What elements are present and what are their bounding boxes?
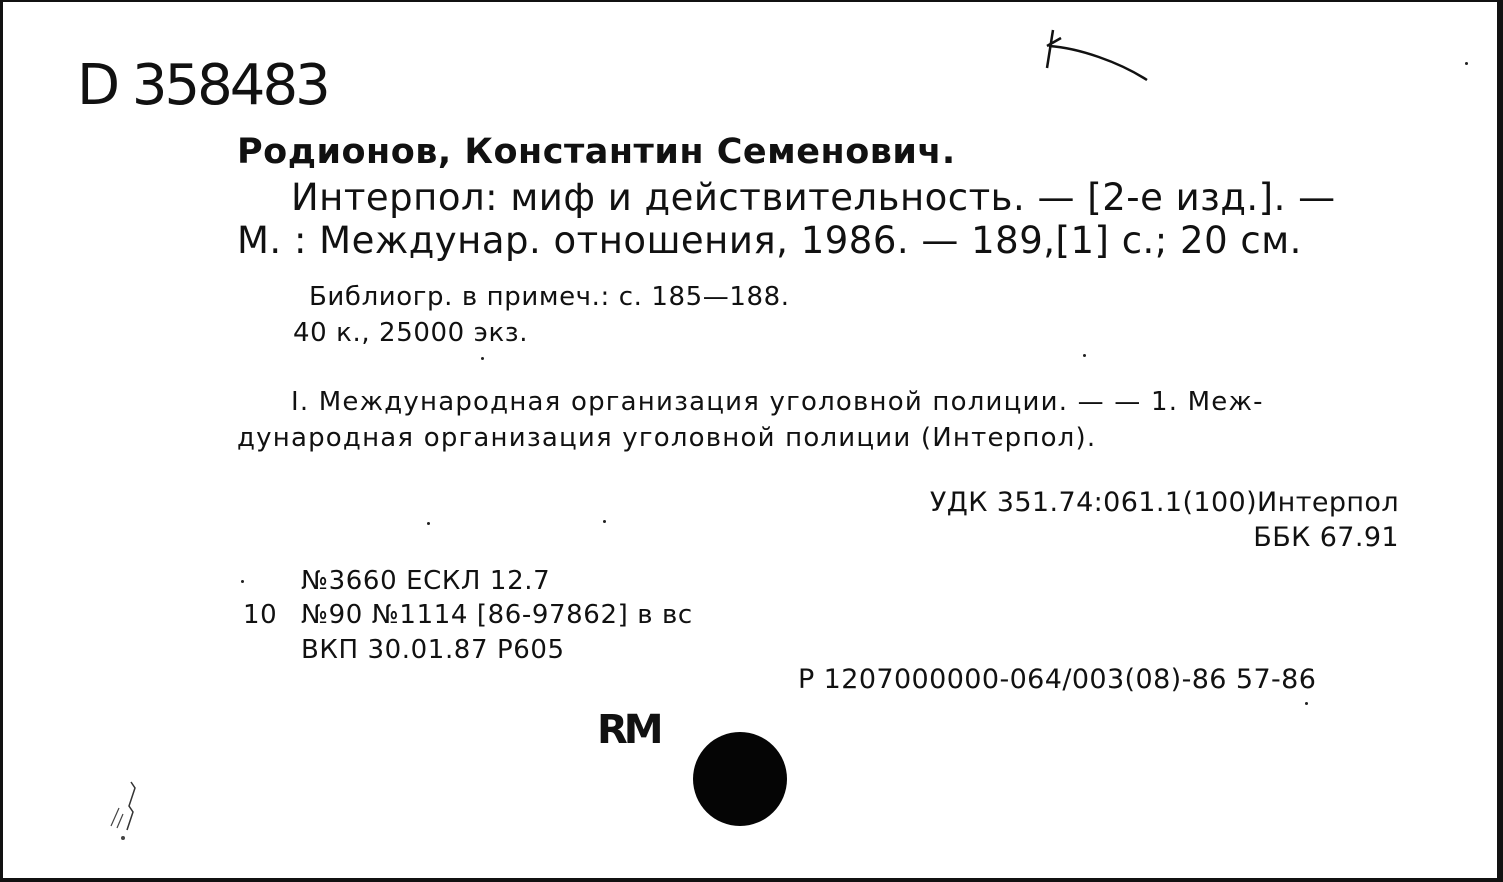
dust-speck	[1305, 702, 1308, 705]
dust-speck	[603, 520, 606, 523]
service-line-3: ВКП 30.01.87 Р605	[301, 635, 565, 665]
subject-headings-line-1: I. Международная организация уголовной полиции. — — 1. Меж-	[291, 387, 1264, 417]
call-number: D 358483	[77, 53, 328, 118]
punch-hole-icon	[693, 732, 787, 826]
service-line-2-number: 10	[243, 600, 278, 630]
dust-speck	[241, 580, 244, 583]
dust-speck	[481, 357, 484, 360]
publication-statement: М. : Междунар. отношения, 1986. — 189,[1] с.; 20 см.	[237, 219, 1302, 262]
bbk-classification: ББК 67.91	[1253, 522, 1399, 553]
isbn-code: Р 1207000000-064/003(08)-86 57-86	[798, 664, 1317, 695]
author-heading: Родионов, Константин Семенович.	[237, 132, 956, 172]
service-line-2: №90 №1114 [86-97862] в вс	[301, 600, 693, 630]
dust-speck	[427, 522, 430, 525]
rm-stamp: RM	[597, 707, 660, 753]
hand-drawn-arrow-icon	[1039, 24, 1159, 94]
dust-speck	[1465, 62, 1468, 65]
udk-classification: УДК 351.74:061.1(100)Интерпол	[929, 487, 1399, 518]
dust-speck	[1083, 354, 1086, 357]
bibliography-note: Библиогр. в примеч.: с. 185—188.	[309, 282, 790, 312]
title-statement: Интерпол: миф и действительность. — [2-е изд.]. —	[291, 176, 1336, 219]
service-line-1: №3660 ЕСКЛ 12.7	[301, 566, 551, 596]
price-and-copies: 40 к., 25000 экз.	[293, 318, 529, 348]
subject-headings-line-2: дународная организация уголовной полиции (Интерпол).	[237, 423, 1097, 453]
pencil-scribble-icon	[101, 778, 151, 848]
